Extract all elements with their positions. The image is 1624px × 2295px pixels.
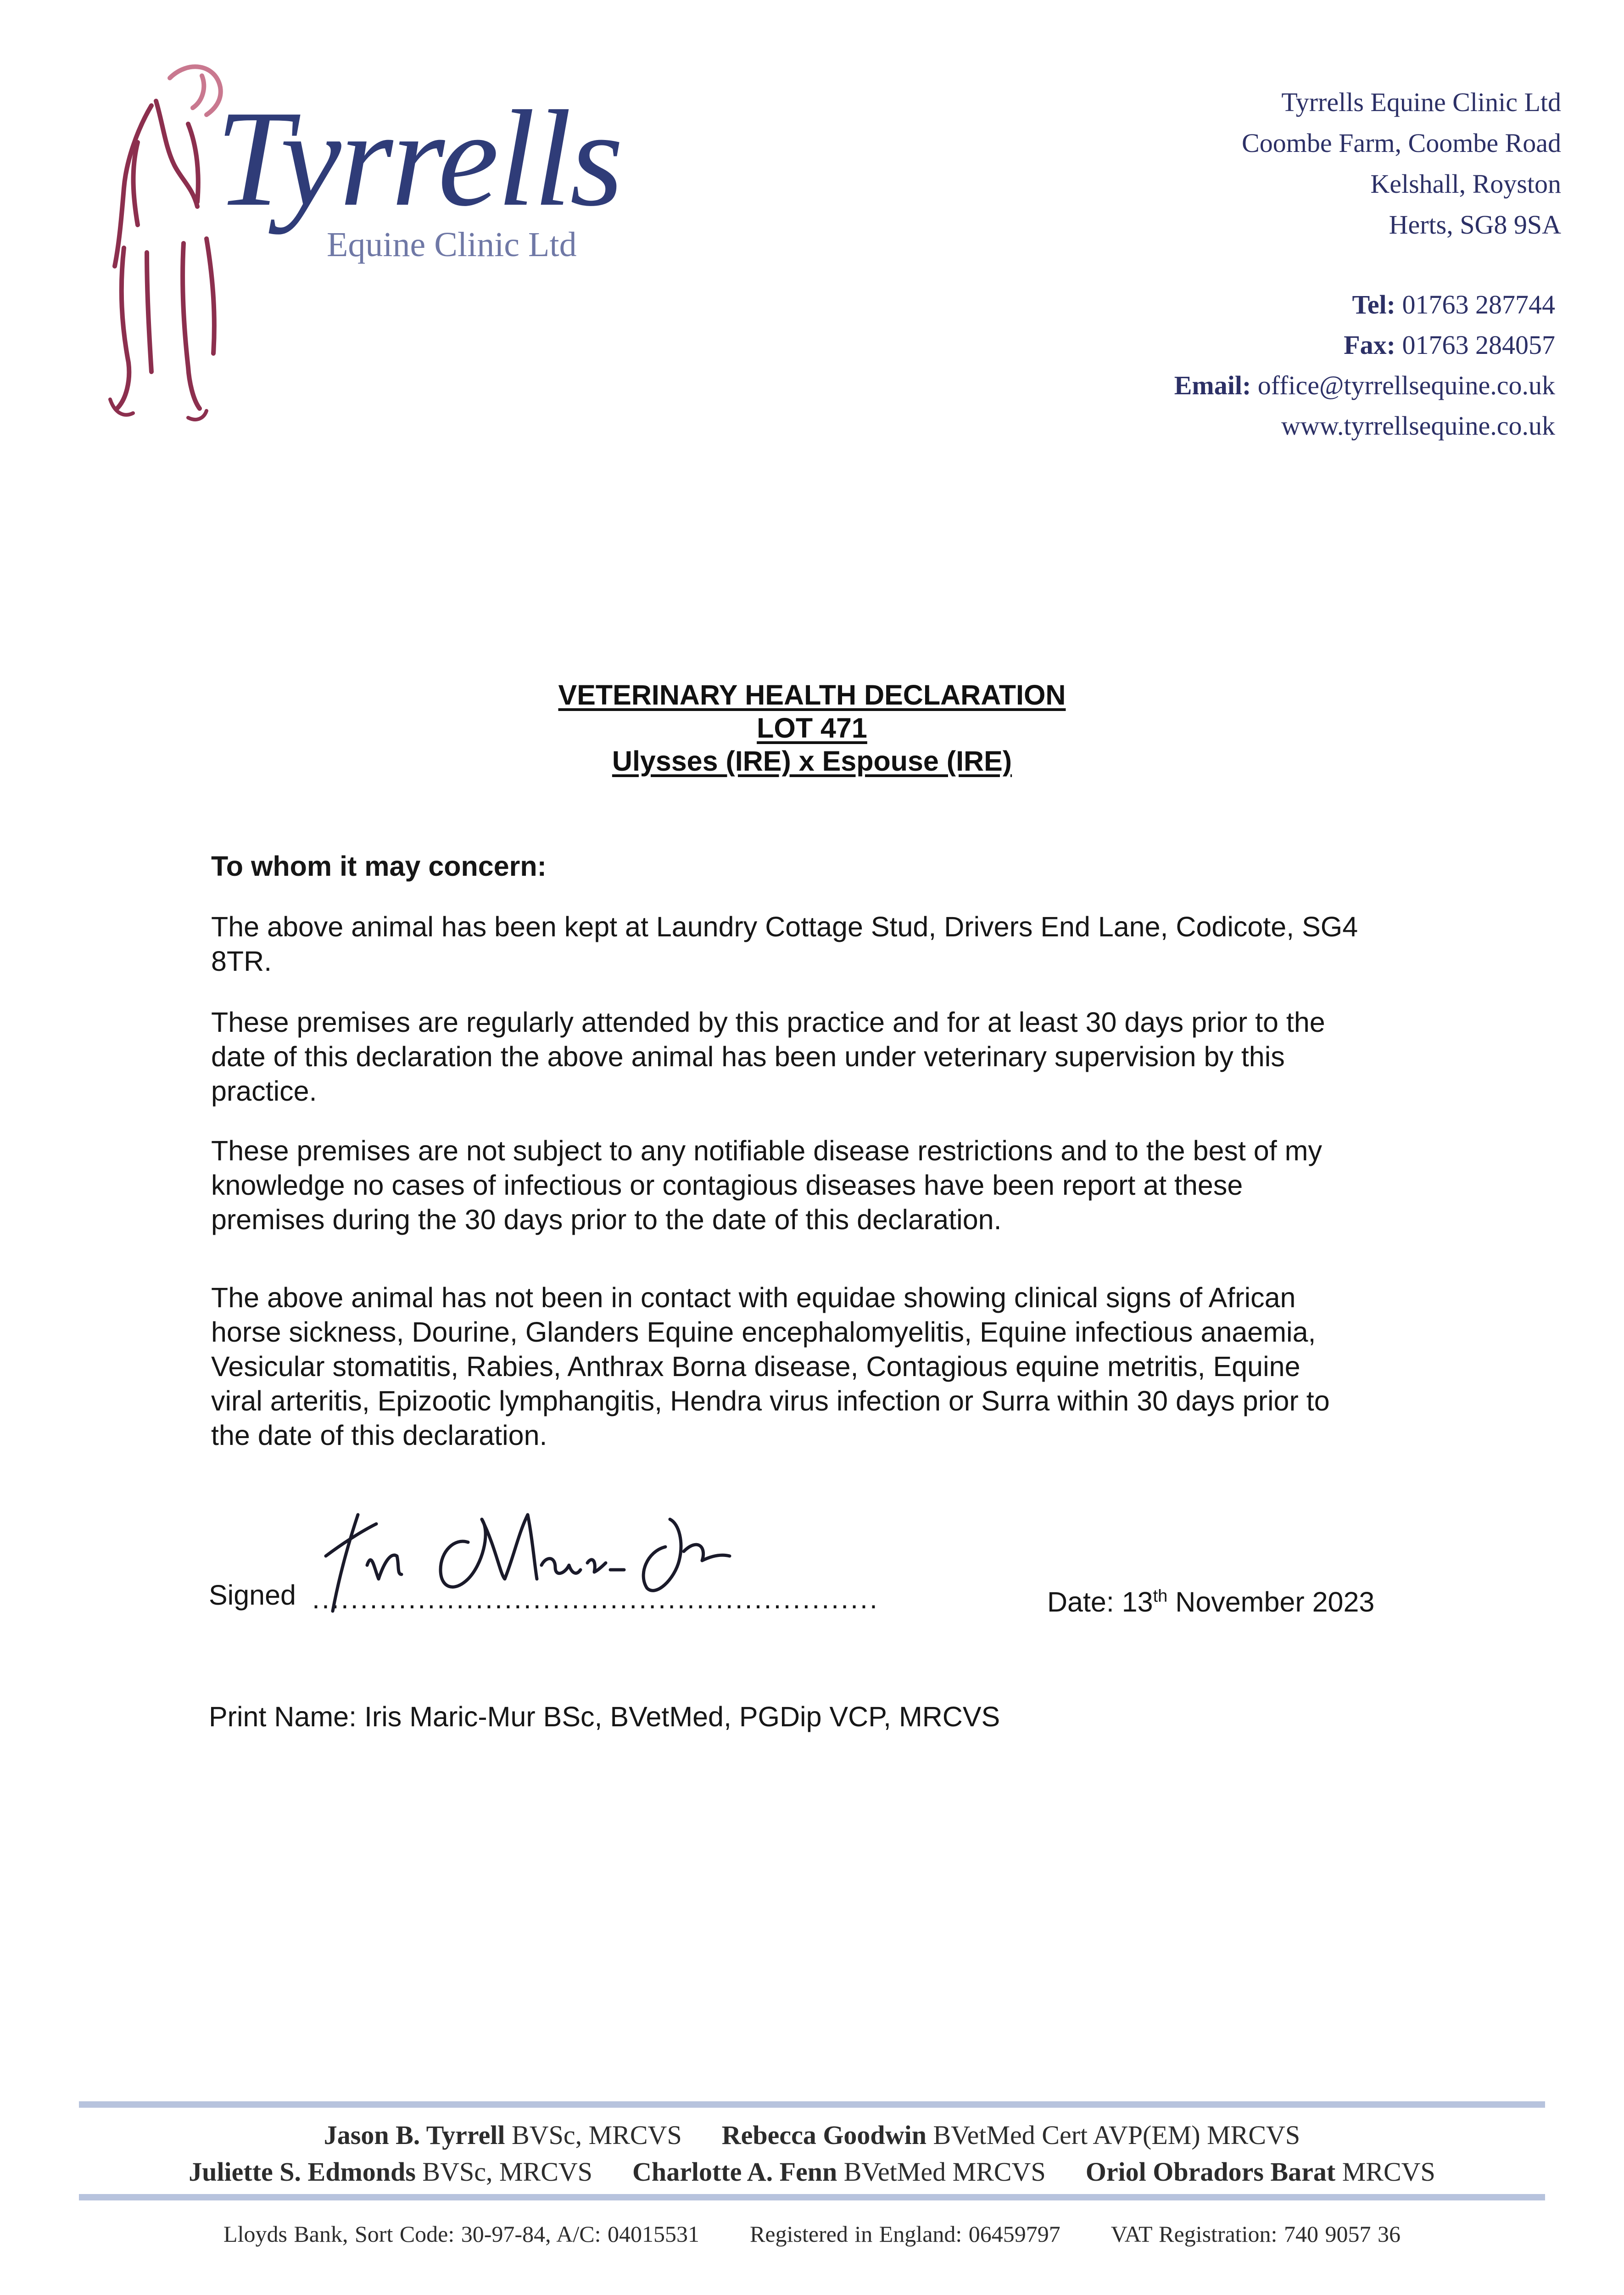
address-line: Herts, SG8 9SA xyxy=(1389,210,1561,240)
address-line: Kelshall, Royston xyxy=(1370,169,1561,199)
email-label: Email: xyxy=(1174,370,1251,400)
paragraph-line: practice. xyxy=(211,1075,317,1107)
title-line-3: Ulysses (IRE) x Espouse (IRE) xyxy=(612,745,1012,777)
tel-line xyxy=(1174,285,1555,325)
footer-company-details xyxy=(0,2221,1624,2247)
date-ordinal: th xyxy=(1153,1586,1168,1606)
paragraph-line: Vesicular stomatitis, Rabies, Anthrax Borna disease, Contagious equine metritis, Equine xyxy=(211,1351,1300,1382)
staff-name: Juliette S. Edmonds xyxy=(189,2157,416,2187)
paragraph-diseases xyxy=(211,1281,1441,1453)
signed-label: Signed xyxy=(209,1579,296,1611)
date-prefix: Date: 13 xyxy=(1047,1586,1153,1618)
address-line: Tyrrells Equine Clinic Ltd xyxy=(1281,87,1561,117)
clinic-contact xyxy=(1174,285,1555,446)
paragraph-supervision xyxy=(211,1005,1441,1108)
logo-wordmark: Tyrrells xyxy=(216,82,622,235)
paragraph-line: knowledge no cases of infectious or contagious diseases have been report at these xyxy=(211,1170,1243,1201)
handwritten-signature xyxy=(317,1487,785,1625)
staff-name: Rebecca Goodwin xyxy=(721,2120,926,2150)
fax-label: Fax: xyxy=(1344,330,1395,360)
paragraph-premises xyxy=(211,910,1441,979)
paragraph-line: These premises are not subject to any notifiable disease restrictions and to the best of my xyxy=(211,1135,1322,1166)
fax-value: 01763 284057 xyxy=(1402,330,1555,360)
paragraph-restrictions xyxy=(211,1134,1441,1237)
website-link[interactable]: www.tyrrellsequine.co.uk xyxy=(1281,411,1555,441)
paragraph-line: date of this declaration the above animal has been under veterinary supervision by this xyxy=(211,1041,1285,1072)
paragraph-line: The above animal has been kept at Laundry Cottage Stud, Drivers End Lane, Codicote, SG4 xyxy=(211,911,1358,942)
horse-logo-icon xyxy=(83,50,239,422)
signature-line: ........................................................... xyxy=(312,1583,879,1614)
clinic-address xyxy=(1242,82,1561,245)
staff-row xyxy=(0,2154,1624,2190)
date-suffix: November 2023 xyxy=(1167,1586,1375,1618)
logo-subtitle: Equine Clinic Ltd xyxy=(327,225,577,264)
email-line xyxy=(1174,365,1555,406)
paragraph-line: These premises are regularly attended by this practice and for at least 30 days prior to the xyxy=(211,1007,1325,1038)
print-name: Print Name: Iris Maric-Mur BSc, BVetMed, PGDip VCP, MRCVS xyxy=(209,1701,1000,1732)
staff-quals: BVetMed Cert AVP(EM) MRCVS xyxy=(933,2120,1300,2150)
paragraph-line: premises during the 30 days prior to the date of this declaration. xyxy=(211,1204,1002,1235)
fax-line xyxy=(1174,325,1555,365)
email-value[interactable]: office@tyrrellsequine.co.uk xyxy=(1257,370,1555,400)
paragraph-line: viral arteritis, Epizootic lymphangitis, Hendra virus infection or Surra within 30 days prior to xyxy=(211,1385,1330,1416)
staff-name: Jason B. Tyrrell xyxy=(324,2120,505,2150)
paragraph-line: horse sickness, Dourine, Glanders Equine encephalomyelitis, Equine infectious anaemia, xyxy=(211,1316,1316,1348)
staff-quals: MRCVS xyxy=(1342,2157,1435,2187)
tel-label: Tel: xyxy=(1352,290,1395,319)
staff-quals: BVetMed MRCVS xyxy=(843,2157,1046,2187)
declaration-title xyxy=(0,678,1624,778)
staff-quals: BVSc, MRCVS xyxy=(512,2120,682,2150)
greeting: To whom it may concern: xyxy=(211,851,547,882)
address-line: Coombe Farm, Coombe Road xyxy=(1242,128,1561,158)
paragraph-line: the date of this declaration. xyxy=(211,1420,547,1451)
tel-value: 01763 287744 xyxy=(1402,290,1555,319)
staff-name: Oriol Obradors Barat xyxy=(1085,2157,1336,2187)
staff-quals: BVSc, MRCVS xyxy=(422,2157,593,2187)
paragraph-line: 8TR. xyxy=(211,946,272,977)
staff-row xyxy=(0,2117,1624,2154)
staff-name: Charlotte A. Fenn xyxy=(632,2157,837,2187)
registration-number: Registered in England: 06459797 xyxy=(750,2221,1060,2247)
bank-details: Lloyds Bank, Sort Code: 30-97-84, A/C: 04015531 xyxy=(223,2221,700,2247)
declaration-date xyxy=(1047,1586,1374,1618)
title-line-1: VETERINARY HEALTH DECLARATION xyxy=(558,679,1066,711)
vat-number: VAT Registration: 740 9057 36 xyxy=(1111,2221,1401,2247)
footer-staff xyxy=(0,2117,1624,2190)
footer-divider xyxy=(79,2101,1545,2108)
footer-divider xyxy=(79,2194,1545,2200)
title-line-2: LOT 471 xyxy=(757,712,867,744)
paragraph-line: The above animal has not been in contact with equidae showing clinical signs of African xyxy=(211,1282,1296,1313)
